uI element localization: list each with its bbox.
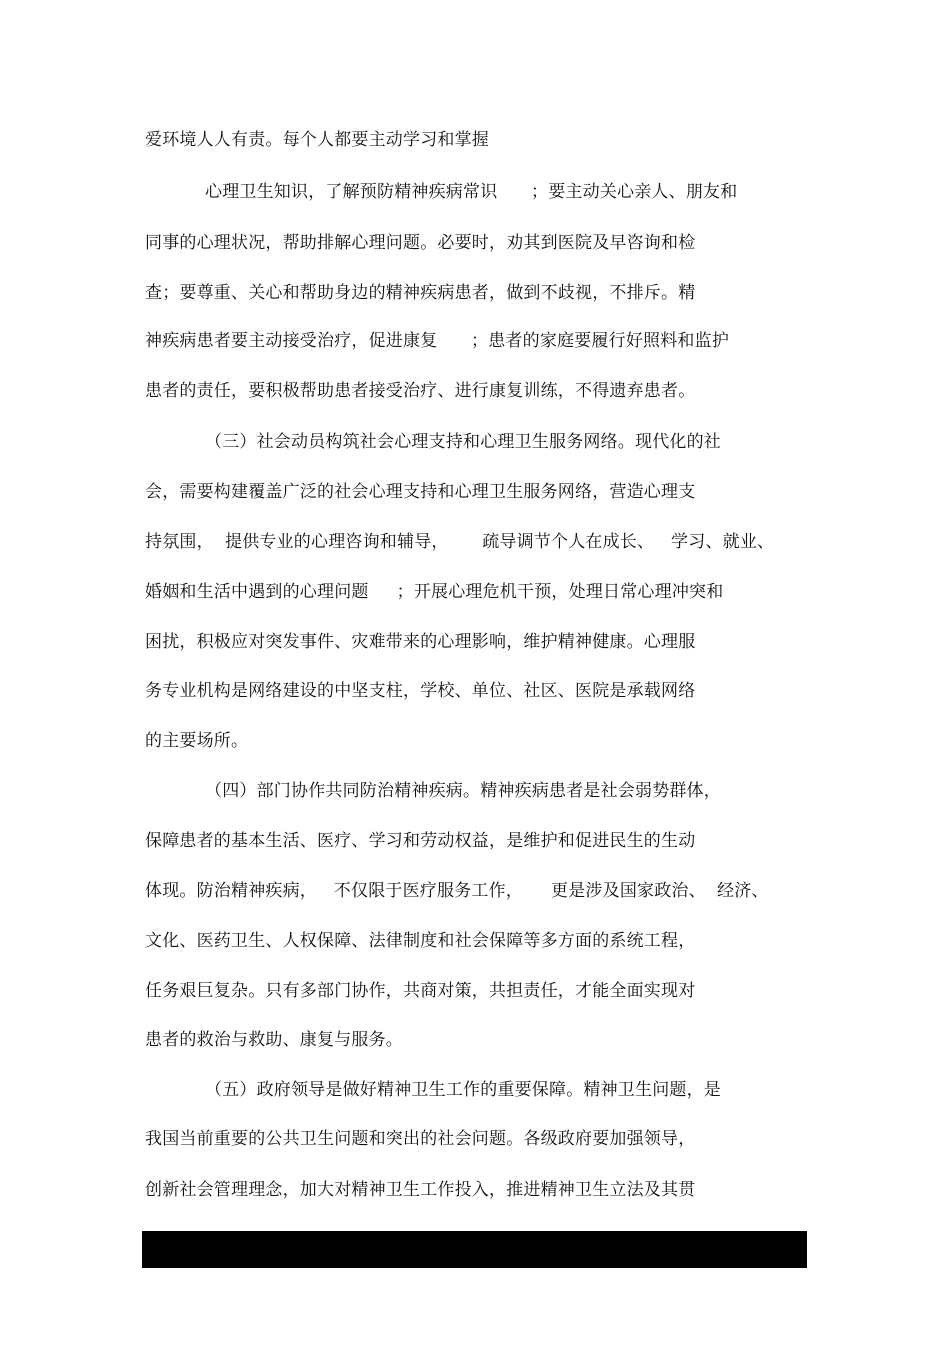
text-line: 神疾病患者要主动接受治疗，促进康复 ；患者的家庭要履行好照料和监护 — [145, 331, 730, 351]
text-line: 创新社会管理理念，加大对精神卫生工作投入，推进精神卫生立法及其贯 — [145, 1180, 696, 1200]
text-line: 查；要尊重、关心和帮助身边的精神疾病患者，做到不歧视，不排斥。精 — [145, 283, 696, 303]
text-line: （三）社会动员构筑社会心理支持和心理卫生服务网络。现代化的社 — [205, 432, 721, 452]
text-line: 困扰，积极应对突发事件、灾难带来的心理影响，维护精神健康。心理服 — [145, 632, 696, 652]
text-line: 体现。防治精神疾病， 不仅限于医疗服务工作， 更是涉及国家政治、 经济、 — [145, 881, 769, 901]
text-line: 爱环境人人有责。每个人都要主动学习和掌握 — [145, 130, 489, 150]
text-line: 患者的责任，要积极帮助患者接受治疗、进行康复训练，不得遗弃患者。 — [145, 381, 696, 401]
text-line: （四）部门协作共同防治精神疾病。精神疾病患者是社会弱势群体， — [205, 781, 721, 801]
text-line: 文化、医药卫生、人权保障、法律制度和社会保障等多方面的系统工程， — [145, 931, 696, 951]
text-line: 会，需要构建覆盖广泛的社会心理支持和心理卫生服务网络，营造心理支 — [145, 482, 696, 502]
text-line: 患者的救治与救助、康复与服务。 — [145, 1030, 403, 1050]
text-line: 务专业机构是网络建设的中坚支柱，学校、单位、社区、医院是承载网络 — [145, 681, 696, 701]
text-line: 的主要场所。 — [145, 731, 249, 751]
text-line: 婚姻和生活中遇到的心理问题 ；开展心理危机干预，处理日常心理冲突和 — [145, 582, 724, 602]
text-line: 心理卫生知识，了解预防精神疾病常识 ；要主动关心亲人、朋友和 — [205, 182, 738, 202]
text-line: 同事的心理状况，帮助排解心理问题。必要时，劝其到医院及早咨询和检 — [145, 233, 696, 253]
text-line: （五）政府领导是做好精神卫生工作的重要保障。精神卫生问题，是 — [205, 1080, 721, 1100]
text-line: 持氛围， 提供专业的心理咨询和辅导， 疏导调节个人在成长、 学习、就业、 — [145, 532, 775, 552]
redaction-bar — [142, 1231, 807, 1268]
text-line: 保障患者的基本生活、医疗、学习和劳动权益，是维护和促进民生的生动 — [145, 831, 696, 851]
text-line: 我国当前重要的公共卫生问题和突出的社会问题。各级政府要加强领导， — [145, 1129, 696, 1149]
text-line: 任务艰巨复杂。只有多部门协作，共商对策，共担责任，才能全面实现对 — [145, 981, 696, 1001]
